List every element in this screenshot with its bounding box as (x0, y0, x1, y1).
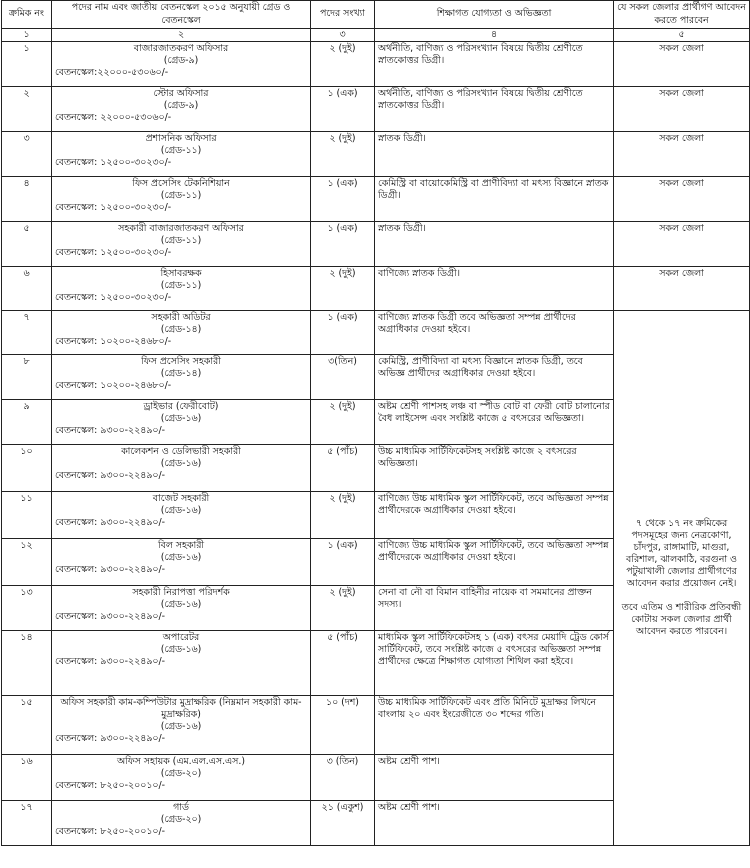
post-count: ২১ (একুশ) (311, 801, 375, 846)
column-number: ৪ (375, 29, 614, 42)
table-row (2, 87, 750, 132)
post-name: হিসাবরক্ষক (160, 268, 202, 280)
serial-number: ১০ (2, 445, 52, 492)
post-name: অপারেটর (162, 632, 200, 644)
post-cell (52, 400, 311, 445)
table-row (2, 311, 750, 355)
qualification: অষ্টম শ্রেণী পাশ। (375, 755, 614, 801)
post-name: অফিস সহকারী কাম-কম্পিউটার মুদ্রাক্ষরিক (নিম্নমান সহকারী কাম-মুদ্রাক্ষরিক) (60, 697, 302, 721)
pay-scale: বেতনস্কেল: ৯৩০০-২২৪৯০/- (55, 733, 166, 745)
qualification: মাধ্যমিক স্কুল সার্টিফিকেটসহ ১ (এক) বৎসর মেয়াদি ট্রেড কোর্স সার্টিফিকেট, তবে সংশ্লিষ্ট কাজে ৫ বৎসরের অভিজ্ঞতা সম্পন্ন প্রার্থীদের ক্ষেত্রে শিক্ষাগত যোগ্যতা শিথিল করা হইবে। (375, 631, 614, 696)
serial-number: ১১ (2, 492, 52, 539)
post-cell (52, 492, 311, 539)
pay-scale: বেতনস্কেল: ১২৫০০-৩০২৩০/- (55, 247, 172, 259)
post-count: ২ (দুই) (311, 132, 375, 177)
qualification: অষ্টম শ্রেণী পাশসহ লঞ্চ বা স্পীড বোট বা ফেরী বোট চালানোর বৈধ লাইসেন্স এবং সংশ্লিষ্ট কাজে ৫ বৎসরের অভিজ্ঞতা। (375, 400, 614, 445)
qualification: বাণিজ্যে স্নাতক ডিগ্রী তবে অভিজ্ঞতা সম্পন্ন প্রার্থীদের অগ্রাধিকার দেওয়া হইবে। (375, 311, 614, 355)
column-number: ১ (2, 29, 52, 42)
pay-scale: বেতনস্কেল: ৯৩০০-২২৪৯০/- (55, 425, 166, 437)
pay-scale: বেতনস্কেল: ৯৩০০-২২৪৯০/- (55, 470, 166, 482)
serial-number: ৯ (2, 400, 52, 445)
post-count: ১ (এক) (311, 222, 375, 267)
serial-number: ১ (2, 42, 52, 87)
qualification: বাণিজ্যে উচ্চ মাধ্যমিক স্কুল সার্টিফিকেট, তবে অভিজ্ঞতা সম্পন্ন প্রার্থীদেরকে অগ্রাধিকার দেওয়া হইবে। (375, 492, 614, 539)
post-count: ৫ (পাঁচ) (311, 445, 375, 492)
post-count: ২ (দুই) (311, 492, 375, 539)
post-cell (52, 87, 311, 132)
post-grade: (গ্রেড-১৬) (160, 599, 202, 611)
post-name: কালেকশন ও ডেলিভারী সহকারী (121, 446, 241, 458)
post-grade: (গ্রেড-১৬) (160, 552, 202, 564)
post-name: অফিস সহায়ক (এম.এল.এস.এস.) (116, 756, 246, 768)
post-count: ১ (এক) (311, 311, 375, 355)
post-count: ১ (এক) (311, 177, 375, 222)
post-count: ২ (দুই) (311, 42, 375, 87)
qualification: অর্থনীতি, বাণিজ্য ও পরিসংখ্যান বিষয়ে দ্বিতীয় শ্রেণীতে স্নাতকোত্তর ডিগ্রী। (375, 87, 614, 132)
serial-number: ৬ (2, 267, 52, 311)
post-count: ২ (দুই) (311, 586, 375, 631)
pay-scale: বেতনস্কেল: ৮২৫০-২০০১০/- (55, 826, 166, 838)
post-grade: (গ্রেড-২০) (160, 768, 202, 780)
post-cell (52, 696, 311, 755)
post-grade: (গ্রেড-১৪) (160, 368, 202, 380)
table-row (2, 177, 750, 222)
post-grade: (গ্রেড-১১) (160, 190, 202, 202)
pay-scale: বেতনস্কেল: ১০২০০-২৪৬৮০/- (55, 336, 172, 348)
column-number: ৫ (614, 29, 750, 42)
qualification: স্নাতক ডিগ্রী। (375, 132, 614, 177)
eligible-districts-note (614, 311, 750, 846)
header-row (2, 1, 750, 29)
header-districts: যে সকল জেলার প্রার্থীগণ আবেদন করতে পারবেন (614, 1, 750, 29)
post-grade: (গ্রেড-১৬) (160, 458, 202, 470)
post-name: বিল সহকারী (157, 540, 205, 552)
post-cell (52, 177, 311, 222)
post-cell (52, 132, 311, 177)
column-number-row (2, 29, 750, 42)
recruitment-table (1, 0, 750, 846)
post-grade: (গ্রেড-২০) (160, 814, 202, 826)
post-grade: (গ্রেড-১১) (160, 280, 202, 292)
pay-scale: বেতনস্কেল: ১২৫০০-৩০২৩০/- (55, 292, 172, 304)
serial-number: ১৬ (2, 755, 52, 801)
post-grade: (গ্রেড-১৬) (160, 721, 202, 733)
serial-number: ৮ (2, 355, 52, 400)
post-cell (52, 755, 311, 801)
post-cell (52, 267, 311, 311)
post-name: ফিস প্রসেসিং সহকারী (141, 356, 221, 368)
post-name: ড্রাইভার (ফেরীবোট) (143, 401, 219, 413)
header-count: পদের সংখ্যা (311, 1, 375, 29)
post-name: বাজেট সহকারী (152, 493, 210, 505)
post-count: ৫ (পাঁচ) (311, 631, 375, 696)
eligible-districts: সকল জেলা (614, 222, 750, 267)
post-count: ১ (এক) (311, 87, 375, 132)
post-name: সহকারী অডিটর (151, 312, 211, 324)
serial-number: ১২ (2, 539, 52, 586)
post-cell (52, 222, 311, 267)
quota-note-paragraph: তবে এতিম ও শারীরিক প্রতিবন্ধী কোটায় সকল জেলার প্রার্থী আবেদন করতে পারবেন। (621, 602, 742, 638)
post-count: ২ (দুই) (311, 400, 375, 445)
serial-number: ৪ (2, 177, 52, 222)
post-cell (52, 586, 311, 631)
post-cell (52, 311, 311, 355)
post-grade: (গ্রেড-১৬) (160, 413, 202, 425)
serial-number: ৫ (2, 222, 52, 267)
post-grade: (গ্রেড-১৬) (160, 644, 202, 656)
table-row (2, 222, 750, 267)
post-cell (52, 631, 311, 696)
post-count: ৩(তিন) (311, 355, 375, 400)
qualification: কেমিস্ট্রি বা বায়োকেমিস্ট্রি বা প্রাণীবিদ্যা বা মৎস্য বিজ্ঞানে স্নাতক ডিগ্রী। (375, 177, 614, 222)
qualification: বাণিজ্যে স্নাতক ডিগ্রী। (375, 267, 614, 311)
qualification: সেনা বা নৌ বা বিমান বাহিনীর নায়েক বা সমমানের প্রাক্তন সদস্য। (375, 586, 614, 631)
post-cell (52, 355, 311, 400)
pay-scale: বেতনস্কেল: ২২০০০-৫৩০৬০/- (55, 112, 172, 124)
pay-scale: বেতনস্কেল: ১২৫০০-৩০২৩০/- (55, 157, 172, 169)
header-qualification: শিক্ষাগত যোগ্যতা ও অভিজ্ঞতা (375, 1, 614, 29)
qualification: কেমিস্ট্রি, প্রাণীবিদ্যা বা মৎস্য বিজ্ঞানে স্নাতক ডিগ্রী, তবে অভিজ্ঞ প্রার্থীদের অগ্রাধিকার দেওয়া হইবে। (375, 355, 614, 400)
pay-scale: বেতনস্কেল:২২০০০-৫৩০৬০/- (55, 67, 169, 79)
post-name: ফিস প্রসেসিং টেকনিশিয়ান (132, 178, 230, 190)
post-name: বাজারজাতকরণ অফিসার (133, 43, 229, 55)
table-row (2, 267, 750, 311)
district-note-paragraph: ৭ থেকে ১৭ নং ক্রমিকের পদসমূহের জন্য নেত্রকোণা, চাঁদপুর, রাঙ্গামাটি, মাগুরা, বরিশাল, ঝালকাঠি, বরগুনা ও পটুয়াখালী জেলার প্রার্থীগণের আবেদন করার প্রয়োজন নেই। (626, 517, 737, 590)
qualification: অর্থনীতি, বাণিজ্য ও পরিসংখ্যান বিষয়ে দ্বিতীয় শ্রেণীতে স্নাতকোত্তর ডিগ্রী। (375, 42, 614, 87)
eligible-districts: সকল জেলা (614, 267, 750, 311)
post-grade: (গ্রেড-১১) (160, 235, 202, 247)
serial-number: ১৪ (2, 631, 52, 696)
table-row (2, 42, 750, 87)
post-name: স্টোর অফিসার (153, 88, 209, 100)
header-serial: ক্রমিক নং (2, 1, 52, 29)
qualification: উচ্চ মাধ্যমিক সার্টিফিকেটসহ সংশ্লিষ্ট কাজে ২ বৎসরের অভিজ্ঞতা। (375, 445, 614, 492)
post-count: ১০ (দশ) (311, 696, 375, 755)
serial-number: ১৩ (2, 586, 52, 631)
post-name: গার্ড (173, 802, 189, 814)
eligible-districts: সকল জেলা (614, 87, 750, 132)
eligible-districts: সকল জেলা (614, 177, 750, 222)
serial-number: ১৫ (2, 696, 52, 755)
pay-scale: বেতনস্কেল: ৯৩০০-২২৪৯০/- (55, 517, 166, 529)
post-count: ১ (এক) (311, 539, 375, 586)
pay-scale: বেতনস্কেল: ৮২৫০-২০০১০/- (55, 780, 166, 792)
pay-scale: বেতনস্কেল: ৯৩০০-২২৪৯০/- (55, 656, 166, 668)
post-count: ২ (দুই) (311, 267, 375, 311)
pay-scale: বেতনস্কেল: ১২৫০০-৩০২৩০/- (55, 202, 172, 214)
eligible-districts: সকল জেলা (614, 132, 750, 177)
qualification: বাণিজ্যে উচ্চ মাধ্যমিক স্কুল সার্টিফিকেট, তবে অভিজ্ঞতা সম্পন্ন প্রার্থীদেরকে অগ্রাধিকার দেওয়া হইবে। (375, 539, 614, 586)
column-number: ৩ (311, 29, 375, 42)
post-cell (52, 539, 311, 586)
post-name: সহকারী বাজারজাতকরণ অফিসার (118, 223, 244, 235)
pay-scale: বেতনস্কেল: ১০২০০-২৪৬৮০/- (55, 380, 172, 392)
post-count: ৩ (তিন) (311, 755, 375, 801)
qualification: স্নাতক ডিগ্রী। (375, 222, 614, 267)
post-grade: (গ্রেড-১৬) (160, 505, 202, 517)
post-grade: (গ্রেড-১৪) (160, 324, 202, 336)
serial-number: ৭ (2, 311, 52, 355)
post-grade: (গ্রেড-১১) (160, 145, 202, 157)
post-cell (52, 801, 311, 846)
serial-number: ১৭ (2, 801, 52, 846)
qualification: উচ্চ মাধ্যমিক সার্টিফিকেট এবং প্রতি মিনিটে মুদ্রাক্ষর লিখনে বাংলায় ২০ এবং ইংরেজীতে ৩০ শব্দের গতি। (375, 696, 614, 755)
table-row (2, 132, 750, 177)
serial-number: ২ (2, 87, 52, 132)
column-number: ২ (52, 29, 311, 42)
eligible-districts: সকল জেলা (614, 42, 750, 87)
post-grade: (গ্রেড-৯) (163, 100, 199, 112)
post-name: প্রশাসনিক অফিসার (145, 133, 217, 145)
post-cell (52, 42, 311, 87)
qualification: অষ্টম শ্রেণী পাশ। (375, 801, 614, 846)
post-name: সহকারী নিরাপত্তা পরিদর্শক (132, 587, 230, 599)
serial-number: ৩ (2, 132, 52, 177)
post-cell (52, 445, 311, 492)
pay-scale: বেতনস্কেল: ৯৩০০-২২৪৯০/- (55, 564, 166, 576)
post-grade: (গ্রেড-৯) (163, 55, 199, 67)
pay-scale: বেতনস্কেল: ৯৩০০-২২৪৯০/- (55, 611, 166, 623)
header-post: পদের নাম এবং জাতীয় বেতনস্কেল ২০১৫ অনুযায়ী গ্রেড ও বেতনস্কেল (52, 1, 311, 29)
